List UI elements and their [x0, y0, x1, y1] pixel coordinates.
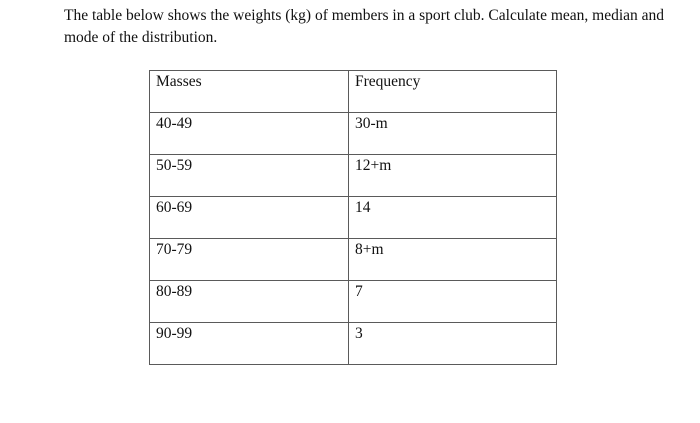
mass-value: 50-59: [156, 157, 193, 174]
frequency-value: 7: [355, 283, 363, 300]
frequency-cell: [349, 113, 557, 155]
header-frequency: [349, 71, 557, 113]
mass-cell: [150, 323, 349, 365]
frequency-value: 8+m: [355, 241, 384, 258]
table-row: [150, 281, 557, 323]
table-row: [150, 239, 557, 281]
question-line-1: The table below shows the weights (kg) of members in a sport club. Calculate mean, median and: [64, 7, 665, 24]
mass-cell: [150, 113, 349, 155]
header-masses: [150, 71, 349, 113]
question-line-2: mode of the distribution.: [64, 29, 218, 46]
frequency-table: [149, 70, 557, 365]
mass-value: 60-69: [156, 199, 193, 216]
mass-cell: [150, 197, 349, 239]
frequency-cell: [349, 155, 557, 197]
frequency-value: 3: [355, 325, 363, 342]
table-row: [150, 113, 557, 155]
mass-cell: [150, 281, 349, 323]
mass-value: 40-49: [156, 115, 193, 132]
frequency-cell: [349, 197, 557, 239]
question-text: [64, 5, 700, 49]
frequency-cell: [349, 239, 557, 281]
frequency-value: 30-m: [355, 115, 388, 132]
mass-value: 80-89: [156, 283, 193, 300]
cropped-decoration: [610, 0, 700, 3]
table-row: [150, 323, 557, 365]
header-masses-label: Masses: [156, 73, 202, 90]
frequency-cell: [349, 281, 557, 323]
mass-cell: [150, 239, 349, 281]
table-row: [150, 155, 557, 197]
frequency-cell: [349, 323, 557, 365]
header-frequency-label: Frequency: [355, 73, 421, 90]
table-row: [150, 197, 557, 239]
table-header-row: [150, 71, 557, 113]
mass-cell: [150, 155, 349, 197]
mass-value: 90-99: [156, 325, 193, 342]
mass-value: 70-79: [156, 241, 193, 258]
frequency-value: 14: [355, 199, 371, 216]
frequency-value: 12+m: [355, 157, 392, 174]
